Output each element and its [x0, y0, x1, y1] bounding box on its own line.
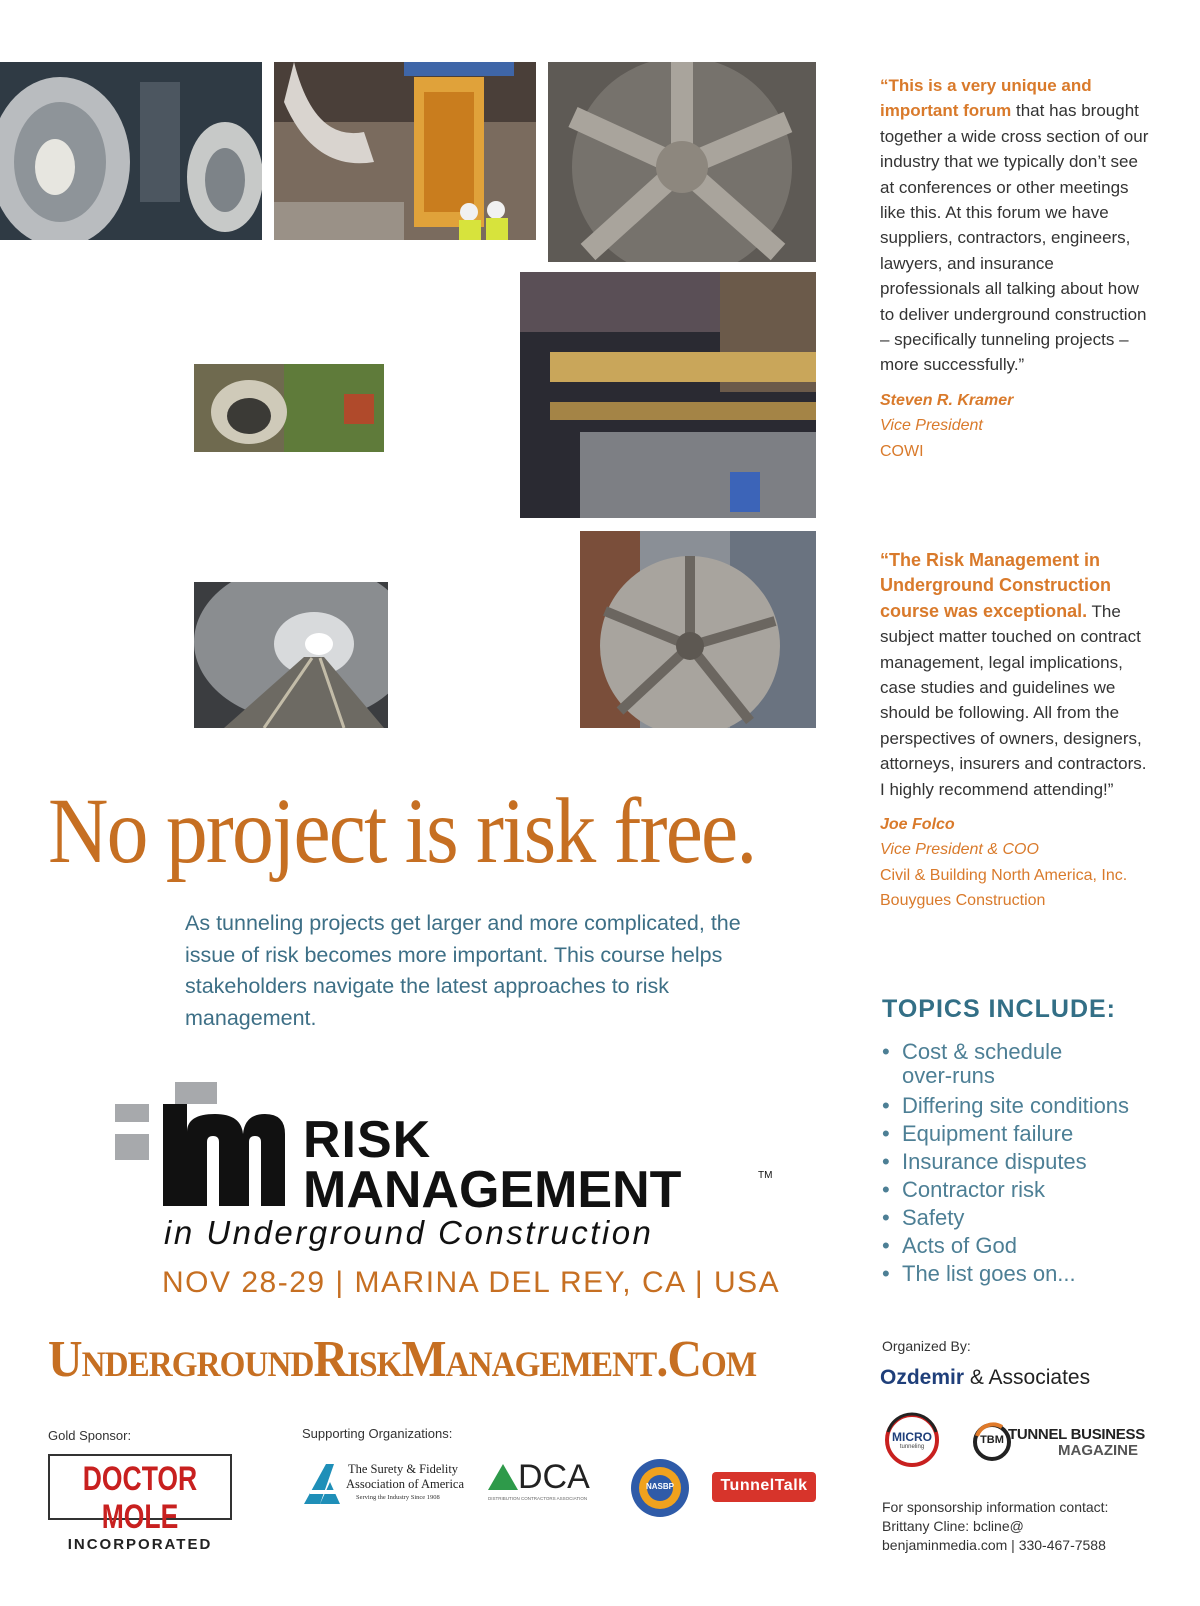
micro-tunneling-logo: [880, 1410, 944, 1468]
supporting-orgs-label: Supporting Organizations:: [302, 1426, 453, 1441]
photo-crane-workers: [274, 62, 536, 240]
photo-tbm-cutterhead: [548, 62, 816, 262]
sfaa-line1: The Surety & Fidelity: [348, 1462, 459, 1476]
ozdemir-bold: Ozdemir: [880, 1366, 965, 1389]
testimonial-2-company2: Bouygues Construction: [880, 892, 1046, 910]
tbm-line1: TUNNEL BUSINESS: [1008, 1426, 1145, 1443]
rm-logo-tagline: in Underground Construction: [164, 1214, 654, 1251]
topics-title: TOPICS INCLUDE:: [882, 995, 1116, 1023]
tunneltalk-logo: [712, 1472, 816, 1502]
photo-tunnel-segments: [0, 62, 262, 240]
topic-item: • Cost & schedule over-runs: [882, 1040, 1082, 1088]
testimonial-1-company: COWI: [880, 442, 924, 460]
sfaa-icon: [300, 1462, 344, 1506]
sponsorship-contact: For sponsorship information contact: Brittany Cline: bcline@ benjaminmedia.com | 330-467-7588: [882, 1499, 1109, 1553]
testimonial-2: [880, 548, 1150, 914]
event-date-location: NOV 28-29 | MARINA DEL REY, CA | USA: [162, 1266, 781, 1299]
dca-triangle-icon: [488, 1464, 518, 1492]
nasbp-logo: [630, 1458, 690, 1518]
topic-item: • Safety: [882, 1204, 1129, 1232]
testimonial-2-body: The subject matter touched on contract management, legal implications, case studies and guidelines we should be following. All from the perspectives of owners, designers, attorneys, insurers and contractors. I highly recommend attending!”: [880, 601, 1147, 799]
topic-item: • Insurance disputes: [882, 1148, 1129, 1176]
photo-tbm-launch: [580, 531, 816, 728]
dca-logo: [488, 1458, 602, 1504]
gold-sponsor-label: Gold Sponsor:: [48, 1428, 132, 1443]
tbm-line2: MAGAZINE: [1058, 1442, 1138, 1459]
testimonial-1-highlight: “This is a very unique and important forum: [880, 76, 1092, 121]
topic-item: • Acts of God: [882, 1232, 1129, 1260]
sfaa-line2: Association of America: [346, 1477, 465, 1491]
rm-logo-mark: [115, 1082, 285, 1207]
headline: No project is risk free.: [48, 780, 756, 883]
event-url[interactable]: UndergroundRiskManagement.Com: [48, 1331, 757, 1388]
testimonial-2-title: Vice President & COO: [880, 841, 1039, 859]
dca-subtitle: DISTRIBUTION CONTRACTORS ASSOCIATION: [488, 1496, 588, 1501]
sfaa-line3: Serving the Industry Since 1908: [356, 1494, 440, 1501]
tunneltalk-name: TunnelTalk: [720, 1477, 808, 1494]
topics-list: [882, 1040, 1129, 1288]
ozdemir-rest: & Associates: [964, 1366, 1091, 1389]
photo-city-excavation: [520, 272, 816, 518]
dca-name: DCA: [518, 1458, 590, 1496]
doctor-mole-name: DOCTOR MOLE: [82, 1460, 198, 1536]
micro-sub: tunneling: [899, 1444, 925, 1450]
topic-item: • Equipment failure: [882, 1120, 1129, 1148]
ozdemir-logo: [880, 1366, 1090, 1390]
photo-excavation-site: [194, 364, 384, 452]
doctor-mole-logo: [48, 1454, 232, 1553]
topic-item: • Contractor risk: [882, 1176, 1129, 1204]
tbm-magazine-logo: [972, 1420, 1152, 1464]
topic-item: • Differing site conditions: [882, 1092, 1129, 1120]
testimonial-1-body: that has brought together a wide cross section of our industry that we typically don’t see at conferences or other meetings like this. At this forum we have suppliers, contractors, engineers, lawyers, and insurance professionals all talking about how to deliver underground construction – specifically tunneling projects – more successfully.”: [880, 101, 1149, 375]
testimonial-1-title: Vice President: [880, 417, 983, 435]
rm-logo-risk: RISK: [303, 1111, 432, 1169]
nasbp-name: NASBP: [645, 1482, 674, 1491]
testimonial-2-name: Joe Folco: [880, 816, 955, 834]
doctor-mole-incorporated: INCORPORATED: [67, 1536, 213, 1553]
testimonial-2-highlight: “The Risk Management in Underground Construction course was exceptional.: [880, 550, 1111, 621]
topic-item: • The list goes on...: [882, 1260, 1129, 1288]
testimonial-2-company: Civil & Building North America, Inc.: [880, 866, 1128, 884]
tbm-abbr: TBM: [980, 1434, 1004, 1446]
sfaa-logo: [300, 1460, 475, 1508]
testimonial-1-name: Steven R. Kramer: [880, 391, 1014, 409]
micro-name: MICRO: [892, 1430, 932, 1444]
testimonial-1: [880, 73, 1150, 464]
rm-logo-management: MANAGEMENT: [303, 1161, 682, 1219]
organized-by-label: Organized By:: [882, 1338, 971, 1354]
intro-paragraph: As tunneling projects get larger and more complicated, the issue of risk becomes more important. This course helps stakeholders navigate the latest approaches to risk management.: [185, 911, 741, 1030]
rm-logo-tm: TM: [758, 1170, 773, 1181]
photo-rail-tunnel: [194, 582, 388, 728]
